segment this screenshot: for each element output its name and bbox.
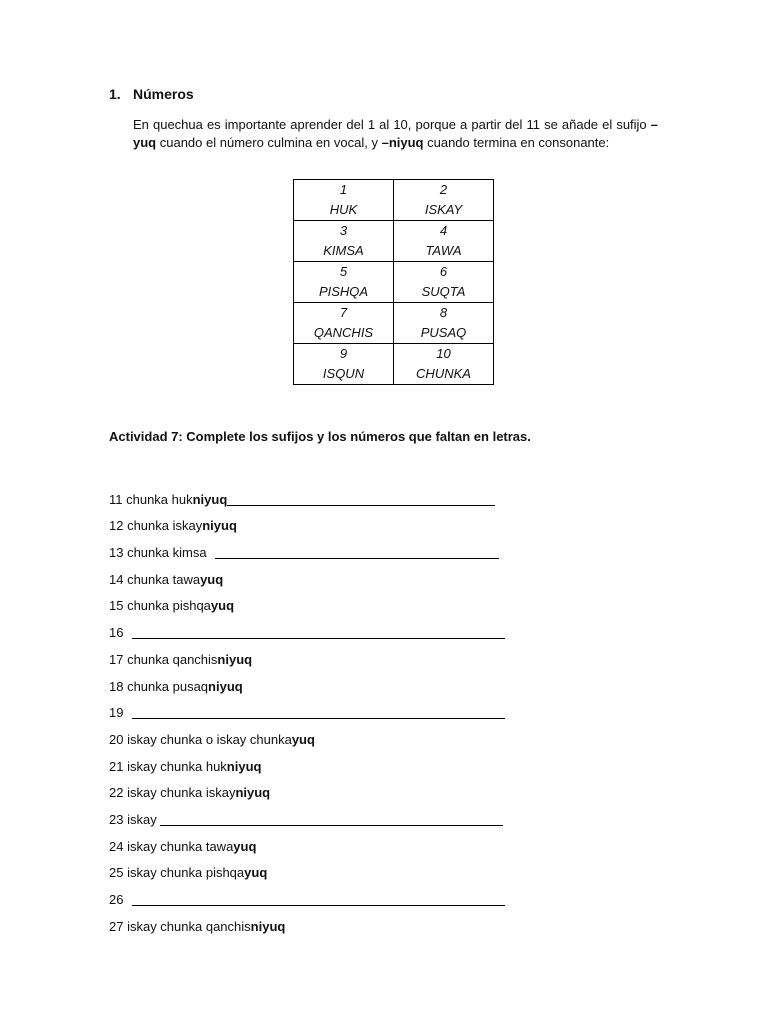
exercise-text: 15 chunka pishqa — [109, 598, 211, 614]
exercise-text: 27 iskay chunka qanchis — [109, 918, 251, 934]
table-row — [294, 180, 494, 221]
exercise-text: 23 iskay — [109, 811, 157, 827]
intro-paragraph — [133, 116, 658, 152]
exercise-item — [109, 830, 509, 857]
exercise-suffix: niyuq — [217, 651, 253, 667]
number-word: ISQUN — [322, 366, 365, 381]
number-word: CHUNKA — [416, 366, 471, 381]
number-cell — [294, 262, 394, 303]
exercise-text: 18 chunka pusaq — [109, 678, 209, 694]
exercise-text: 26 — [109, 892, 124, 907]
section-title: Números — [133, 86, 194, 102]
exercise-text: 22 iskay chunka iskay — [109, 785, 236, 801]
exercise-suffix: niyuq — [226, 758, 262, 774]
number-cell — [394, 221, 494, 262]
number-cell — [394, 344, 494, 385]
answer-blank[interactable] — [132, 717, 505, 719]
suffix-niyuq: –niyuq — [381, 135, 424, 150]
exercise-item — [109, 590, 509, 617]
number-digit: 10 — [436, 346, 451, 361]
section-heading — [109, 86, 194, 102]
exercise-suffix: niyuq — [202, 518, 237, 534]
exercise-text: 14 chunka tawa — [109, 571, 201, 587]
number-word: HUK — [329, 202, 358, 217]
number-cell — [394, 262, 494, 303]
number-word: PUSAQ — [420, 325, 467, 340]
exercise-suffix: niyuq — [235, 785, 271, 801]
exercise-text: 11 chunka huk — [109, 491, 193, 507]
exercise-item — [109, 697, 509, 724]
number-digit: 5 — [339, 264, 348, 279]
exercise-text: 16 — [109, 625, 124, 641]
number-cell — [294, 344, 394, 385]
exercise-text: 25 iskay chunka pishqa — [109, 865, 245, 881]
exercise-item — [109, 670, 509, 697]
number-digit: 6 — [439, 264, 448, 279]
number-digit: 7 — [339, 305, 348, 320]
table-row — [294, 262, 494, 303]
exercise-item — [109, 483, 509, 510]
number-cell — [294, 303, 394, 344]
table-row — [294, 221, 494, 262]
number-cell — [394, 303, 494, 344]
exercise-text: 12 chunka iskay — [109, 518, 203, 534]
answer-blank[interactable] — [215, 557, 499, 559]
number-digit: 9 — [339, 346, 348, 361]
number-word: TAWA — [425, 243, 462, 258]
intro-text-1: En quechua es importante aprender del 1 al 10, porque a partir del 11 se añade el sufijo — [133, 117, 651, 132]
exercise-item — [109, 510, 509, 537]
answer-blank[interactable] — [132, 637, 505, 639]
exercise-suffix: yuq — [200, 571, 224, 587]
answer-blank[interactable] — [132, 904, 505, 906]
exercise-text: 20 iskay chunka o iskay chunka — [109, 731, 292, 747]
exercise-suffix: niyuq — [192, 491, 228, 507]
exercise-item — [109, 536, 509, 563]
table-row — [294, 303, 494, 344]
number-cell — [294, 180, 394, 221]
activity-title: Actividad 7: Complete los sufijos y los números que faltan en letras. — [109, 429, 531, 444]
number-word: QANCHIS — [313, 325, 374, 340]
numbers-table — [293, 179, 494, 385]
exercise-suffix: yuq — [291, 731, 315, 747]
suffix-yuq: –yuq — [133, 117, 658, 150]
exercise-suffix: niyuq — [250, 918, 286, 934]
exercise-text: 17 chunka qanchis — [109, 651, 218, 667]
number-digit: 4 — [439, 223, 448, 238]
answer-blank[interactable] — [160, 824, 503, 826]
exercise-suffix: yuq — [244, 865, 268, 881]
exercise-item — [109, 750, 509, 777]
exercise-suffix: yuq — [233, 838, 257, 854]
number-word: SUQTA — [421, 284, 466, 299]
number-word: ISKAY — [424, 202, 463, 217]
exercise-item — [109, 777, 509, 804]
exercise-text: 21 iskay chunka huk — [109, 758, 227, 774]
exercise-list — [109, 483, 509, 937]
number-cell — [294, 221, 394, 262]
exercise-suffix: yuq — [210, 598, 235, 614]
exercise-text: 24 iskay chunka tawa — [109, 838, 234, 854]
number-cell — [394, 180, 494, 221]
number-digit: 2 — [439, 182, 448, 197]
intro-text-3: cuando termina en consonante: — [423, 135, 610, 150]
exercise-text: 19 — [109, 705, 124, 721]
exercise-item — [109, 883, 509, 910]
exercise-item — [109, 910, 509, 937]
exercise-text: 13 chunka kimsa — [109, 545, 207, 561]
number-word: PISHQA — [318, 284, 369, 299]
number-word: KIMSA — [323, 243, 364, 258]
number-digit: 1 — [339, 182, 348, 197]
exercise-item — [109, 643, 509, 670]
number-digit: 8 — [439, 305, 448, 320]
section-number: 1. — [109, 86, 121, 102]
exercise-item — [109, 563, 509, 590]
answer-blank[interactable] — [227, 504, 495, 506]
exercise-item — [109, 857, 509, 884]
intro-text-2: cuando el número culmina en vocal, y — [156, 135, 382, 150]
table-row — [294, 344, 494, 385]
exercise-item — [109, 723, 509, 750]
exercise-item — [109, 803, 509, 830]
exercise-suffix: niyuq — [208, 678, 243, 694]
exercise-item — [109, 616, 509, 643]
number-digit: 3 — [339, 223, 348, 238]
